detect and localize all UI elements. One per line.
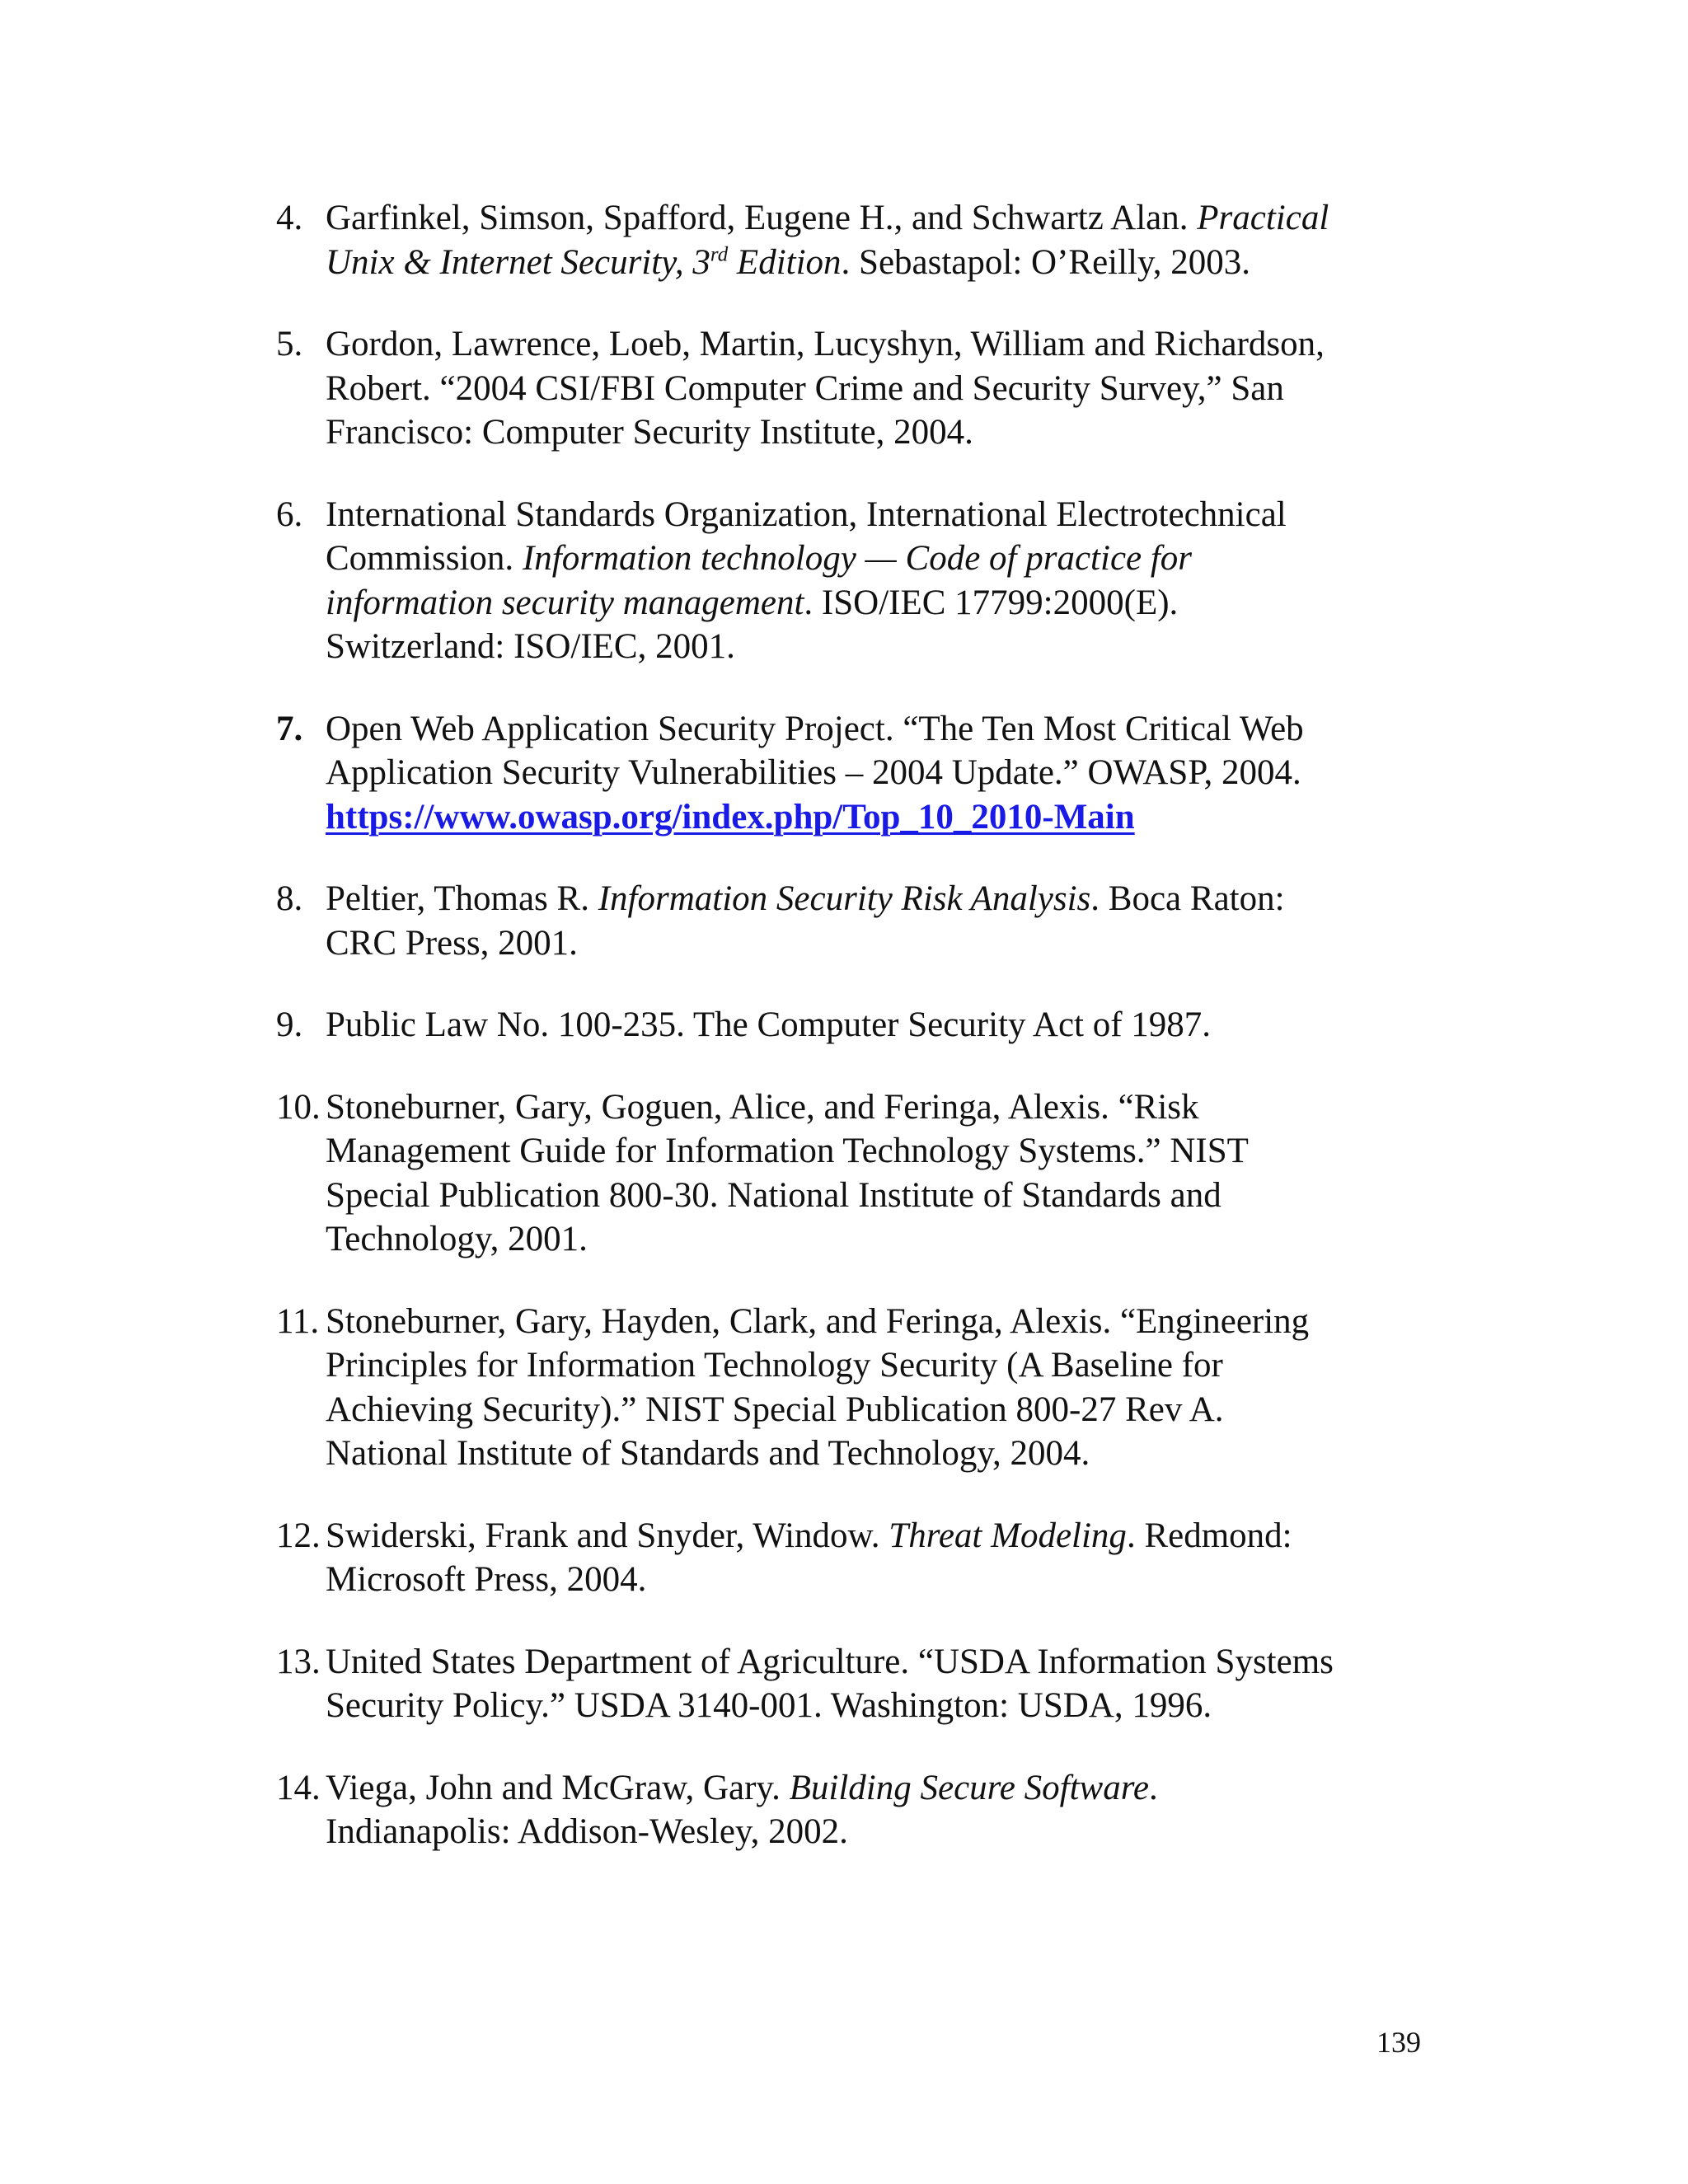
reference-segment: Stoneburner, Gary, Hayden, Clark, and Feringa, Alexis. “Engineering [326, 1301, 1310, 1341]
reference-text [326, 322, 1447, 455]
reference-line [326, 795, 1447, 840]
reference-segment: Stoneburner, Gary, Goguen, Alice, and Feringa, Alexis. “Risk [326, 1087, 1199, 1127]
reference-segment: . Redmond: [1126, 1516, 1292, 1555]
reference-text [326, 1085, 1447, 1262]
italic-title-text: Practical [1197, 199, 1329, 237]
page-number: 139 [1376, 2026, 1421, 2059]
reference-segment: Viega, John and McGraw, Gary. [326, 1768, 790, 1807]
reference-list [276, 196, 1447, 1892]
reference-segment: . ISO/IEC 17799:2000(E). [804, 583, 1179, 622]
reference-line [326, 367, 1447, 411]
reference-line [326, 921, 1447, 966]
reference-item [276, 707, 1447, 840]
reference-line [326, 1003, 1447, 1047]
reference-segment: Microsoft Press, 2004. [326, 1560, 647, 1599]
italic-title-text: Threat Modeling [889, 1516, 1127, 1555]
reference-segment: Special Publication 800-30. National Institute of Standards and [326, 1175, 1221, 1215]
reference-segment: Principles for Information Technology Security (A Baseline for [326, 1346, 1223, 1385]
reference-number: 14. [276, 1768, 321, 1807]
reference-item [276, 493, 1447, 669]
italic-title-text: Building Secure Software [789, 1768, 1149, 1807]
reference-segment: Achieving Security).” NIST Special Publication 800-27 Rev A. [326, 1390, 1224, 1429]
reference-segment: CRC Press, 2001. [326, 923, 578, 963]
reference-line [326, 877, 1447, 921]
reference-number: 5. [276, 325, 303, 363]
italic-title-text: Edition [728, 242, 842, 282]
reference-segment: Robert. “2004 CSI/FBI Computer Crime and Security Survey,” San [326, 368, 1284, 408]
reference-number: 13. [276, 1642, 321, 1681]
reference-line [326, 751, 1447, 795]
reference-line [326, 1217, 1447, 1262]
reference-text [326, 1640, 1447, 1728]
reference-item [276, 322, 1447, 455]
reference-segment: Management Guide for Information Technology Systems.” NIST [326, 1132, 1249, 1170]
reference-item [276, 1003, 1447, 1047]
reference-line [326, 1085, 1447, 1130]
reference-number: 8. [276, 879, 303, 918]
reference-line [326, 1343, 1447, 1388]
reference-segment: Technology, 2001. [326, 1220, 588, 1258]
reference-text [326, 196, 1447, 284]
reference-line [326, 1640, 1447, 1685]
reference-number: 6. [276, 494, 303, 534]
reference-segment: . Sebastapol: O’Reilly, 2003. [841, 242, 1250, 282]
reference-line [326, 1766, 1447, 1811]
reference-segment: Security Policy.” USDA 3140-001. Washington: USDA, 1996. [326, 1686, 1212, 1725]
reference-item [276, 1085, 1447, 1262]
reference-item [276, 1514, 1447, 1602]
reference-number: 7. [276, 709, 303, 748]
reference-number: 4. [276, 199, 303, 237]
reference-segment: Peltier, Thomas R. [326, 879, 598, 918]
reference-text [326, 707, 1447, 840]
reference-line [326, 1129, 1447, 1174]
reference-number: 9. [276, 1005, 303, 1044]
reference-segment: Swiderski, Frank and Snyder, Window. [326, 1516, 889, 1555]
reference-line [326, 196, 1447, 241]
reference-line [326, 581, 1447, 626]
reference-url-link[interactable]: https://www.owasp.org/index.php/Top_10_2010-Main [326, 797, 1135, 837]
reference-segment: Open Web Application Security Project. “The Ten Most Critical Web [326, 709, 1304, 748]
reference-number: 11. [276, 1301, 320, 1341]
reference-item [276, 1640, 1447, 1728]
reference-line [326, 410, 1447, 455]
superscript-text: rd [710, 243, 729, 266]
reference-segment: International Standards Organization, International Electrotechnical [326, 494, 1287, 534]
italic-title-text: Unix & Internet Security, 3 [326, 242, 710, 282]
reference-line [326, 1810, 1447, 1854]
reference-segment: Francisco: Computer Security Institute, 2004. [326, 413, 973, 452]
reference-segment: Application Security Vulnerabilities – 2004 Update.” OWASP, 2004. [326, 753, 1301, 792]
reference-segment: Gordon, Lawrence, Loeb, Martin, Lucyshyn, William and Richardson, [326, 325, 1325, 363]
italic-title-text: information security management [326, 583, 804, 622]
reference-item [276, 877, 1447, 965]
reference-segment: Switzerland: ISO/IEC, 2001. [326, 627, 735, 666]
reference-line [326, 1432, 1447, 1476]
reference-segment: Garfinkel, Simson, Spafford, Eugene H., and Schwartz Alan. [326, 199, 1198, 237]
reference-item [276, 196, 1447, 284]
reference-segment: National Institute of Standards and Technology, 2004. [326, 1434, 1090, 1473]
italic-title-text: Information Security Risk Analysis [598, 879, 1091, 918]
reference-segment: Commission. [326, 539, 523, 578]
reference-line [326, 322, 1447, 367]
reference-text [326, 877, 1447, 965]
reference-item [276, 1766, 1447, 1854]
reference-number: 10. [276, 1087, 321, 1127]
italic-title-text: Information technology — Code of practice for [522, 539, 1193, 578]
reference-text [326, 1514, 1447, 1602]
reference-text [326, 1300, 1447, 1476]
reference-segment: . [1148, 1768, 1158, 1807]
reference-line [326, 1174, 1447, 1218]
reference-line [326, 1558, 1447, 1602]
reference-line [326, 1684, 1447, 1728]
reference-segment: Indianapolis: Addison-Wesley, 2002. [326, 1812, 848, 1851]
reference-segment: United States Department of Agriculture. “USDA Information Systems [326, 1642, 1334, 1681]
reference-line [326, 537, 1447, 581]
reference-line [326, 707, 1447, 752]
reference-text [326, 493, 1447, 669]
reference-line [326, 241, 1447, 285]
reference-line [326, 1300, 1447, 1344]
reference-segment: . Boca Raton: [1090, 879, 1285, 918]
reference-line [326, 1388, 1447, 1432]
reference-number: 12. [276, 1516, 321, 1555]
reference-line [326, 625, 1447, 669]
reference-line [326, 493, 1447, 537]
reference-item [276, 1300, 1447, 1476]
reference-line [326, 1514, 1447, 1558]
reference-segment: Public Law No. 100-235. The Computer Security Act of 1987. [326, 1005, 1212, 1044]
reference-text [326, 1766, 1447, 1854]
reference-text [326, 1003, 1447, 1047]
